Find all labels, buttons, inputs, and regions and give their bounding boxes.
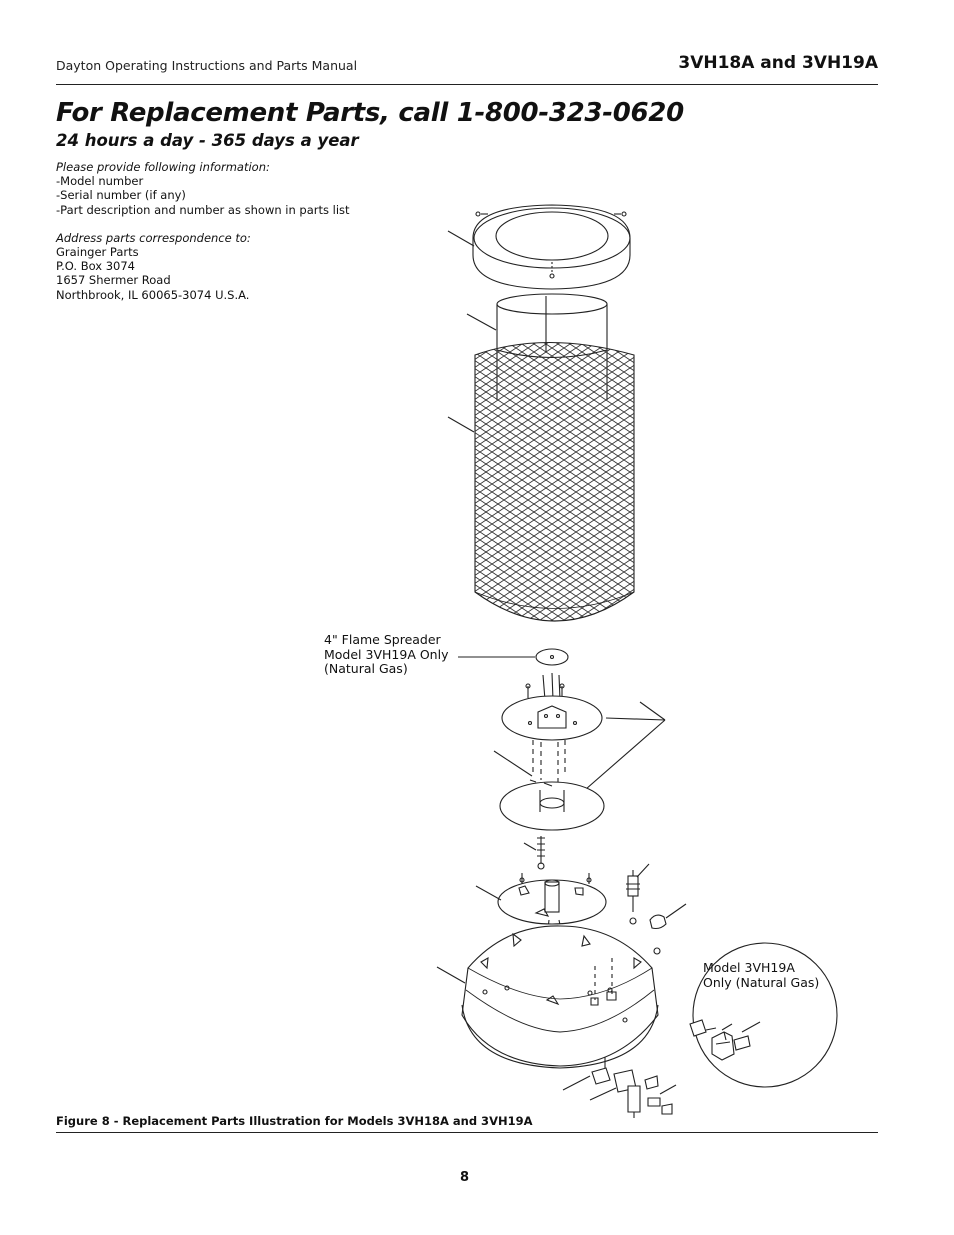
model-numbers: 3VH18A and 3VH19A: [678, 53, 878, 73]
bolt: [524, 836, 545, 869]
burner-housing: [437, 926, 658, 1068]
provide-item: -Serial number (if any): [56, 188, 186, 203]
address-line: Northbrook, IL 60065-3074 U.S.A.: [56, 287, 250, 302]
top-cap: [448, 205, 630, 289]
figure-caption: Figure 8 - Replacement Parts Illustration for Models 3VH18A and 3VH19A: [56, 1114, 533, 1128]
upper-baffle-plate: [502, 673, 665, 803]
flame-spreader-callout: 4" Flame Spreader Model 3VH19A Only (Natural Gas): [324, 632, 449, 676]
manual-title: Dayton Operating Instructions and Parts Manual: [56, 58, 358, 73]
regulator-callout: Model 3VH19A Only (Natural Gas): [703, 960, 820, 990]
address-heading: Address parts correspondence to:: [56, 230, 251, 245]
control-knob: [650, 904, 686, 954]
page-number: 8: [460, 1170, 470, 1185]
igniter: [626, 864, 649, 924]
address-line: 1657 Shermer Road: [56, 273, 171, 288]
address-line: Grainger Parts: [56, 245, 139, 260]
provide-heading: Please provide following information:: [56, 160, 270, 174]
mesh-guard: [448, 325, 640, 655]
page-title: For Replacement Parts, call 1-800-323-0620: [56, 98, 684, 128]
provide-item: -Model number: [56, 174, 144, 189]
provide-item: -Part description and number as shown in parts list: [56, 202, 350, 217]
flame-spreader: [458, 649, 568, 665]
lower-baffle-plate: [494, 751, 604, 830]
page-subtitle: 24 hours a day - 365 days a year: [56, 131, 359, 150]
footer-rule: [56, 1132, 878, 1133]
address-line: P.O. Box 3074: [56, 259, 135, 274]
